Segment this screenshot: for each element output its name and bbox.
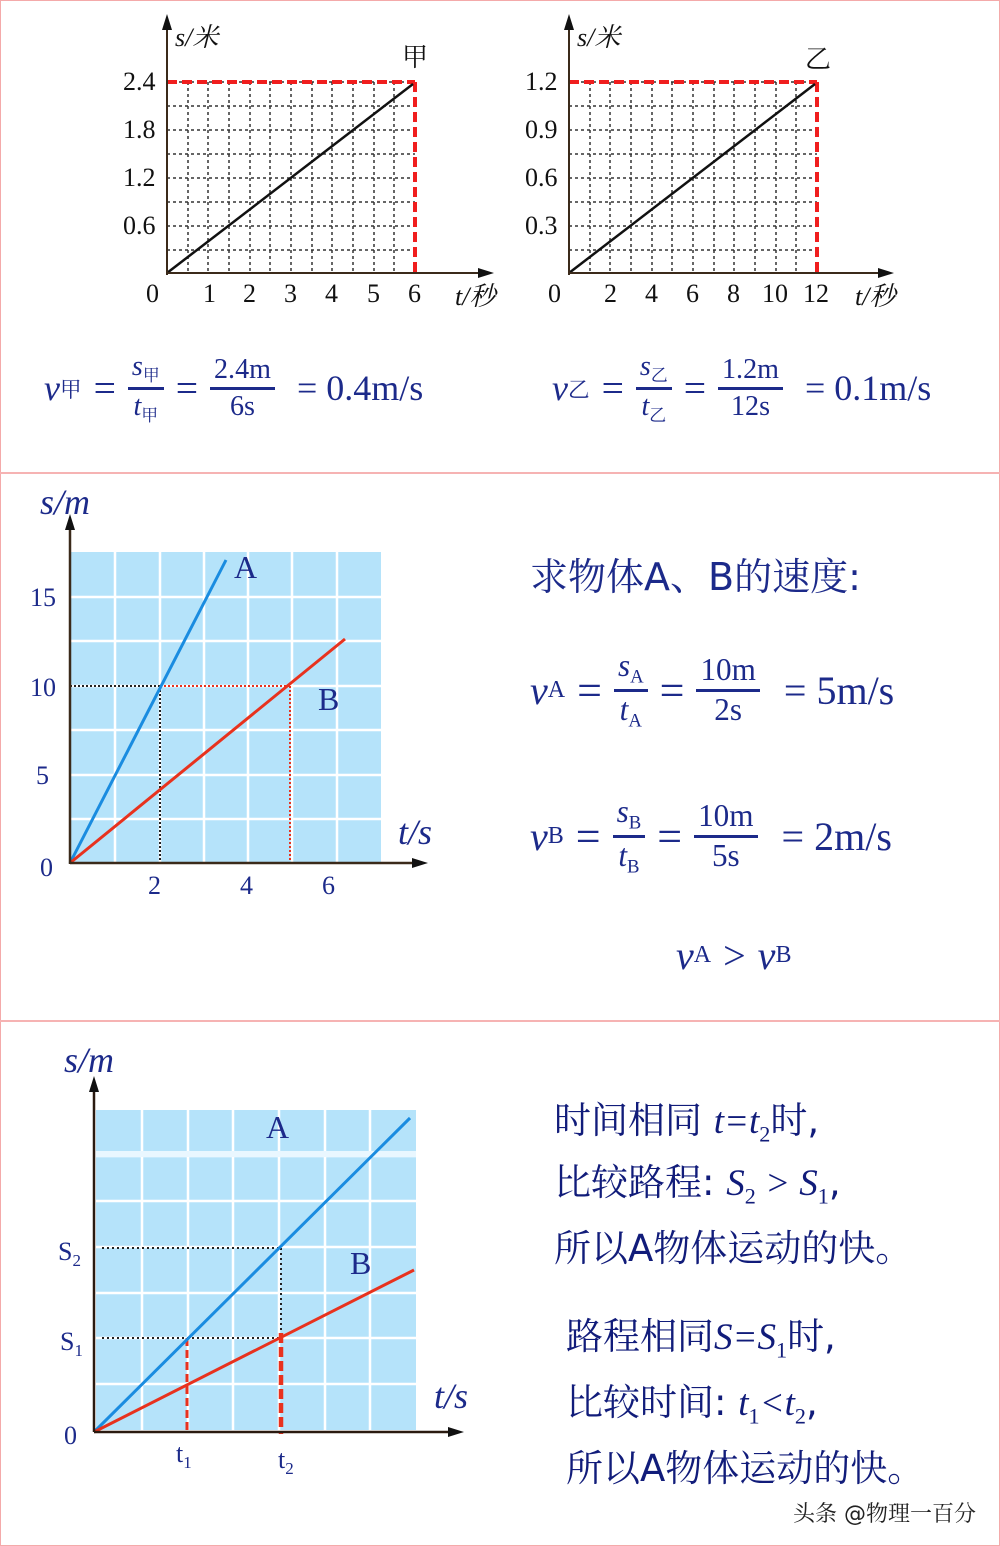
- jia-ytick-3: 1.8: [123, 115, 156, 144]
- ab-ytick-0: 0: [40, 853, 53, 882]
- compare-distance-line: 比较路程: $S_2 > S_1$,: [554, 1161, 841, 1209]
- t-subscript: 乙: [649, 404, 667, 425]
- equals: =: [93, 366, 116, 411]
- t-subscript: A: [628, 710, 642, 732]
- panel-jia-yi: [0, 0, 1000, 474]
- t2-label: $t_2$: [278, 1445, 294, 1478]
- s-symbol: s: [616, 794, 629, 829]
- ab-xtick-2: 2: [148, 871, 161, 900]
- s-symbol: s: [617, 648, 631, 683]
- ab-ytick-15: 15: [30, 583, 56, 612]
- watermark: 头条 @物理一百分: [793, 1502, 976, 1527]
- chart-ab: [0, 474, 480, 914]
- vb-symbol: v: [757, 933, 776, 978]
- yi-xtick-2: 4: [645, 279, 658, 308]
- fraction-numeric: [718, 355, 783, 421]
- ab-ytick-5: 5: [36, 761, 49, 790]
- t-subscript: B: [627, 856, 640, 878]
- v-subscript: A: [547, 677, 566, 704]
- result: = 5m/s: [783, 668, 895, 714]
- result: = 0.4m/s: [296, 368, 424, 409]
- fraction-symbolic: [636, 352, 672, 424]
- jia-ytick-2: 1.2: [123, 163, 156, 192]
- ab-label-b: B: [318, 681, 340, 717]
- v-subscript: 甲: [59, 377, 82, 403]
- denominator: 12s: [730, 390, 770, 422]
- s-symbol: s: [131, 351, 143, 382]
- t-symbol: t: [641, 390, 650, 422]
- jia-ytick-1: 0.6: [123, 211, 156, 240]
- conclusion-line-1: 所以A物体运动的快。: [554, 1227, 913, 1270]
- chart-yi: [400, 0, 920, 330]
- v-symbol: v: [552, 368, 568, 409]
- jia-xtick-0: 0: [146, 279, 159, 308]
- s1-label: $S_1$: [60, 1327, 83, 1360]
- yi-xtick-5: 10: [762, 279, 788, 308]
- s-subscript: B: [628, 812, 642, 834]
- yi-xtick-3: 6: [686, 279, 699, 308]
- v-subscript: B: [547, 823, 564, 850]
- numerator: 10m: [694, 800, 757, 838]
- compare-va-vb: [676, 932, 791, 979]
- denominator: 6s: [230, 390, 255, 422]
- jia-ytick-4: 2.4: [123, 67, 156, 96]
- jia-xtick-2: 2: [243, 279, 256, 308]
- s2-label: $S_2$: [58, 1237, 81, 1270]
- jia-xtick-5: 5: [367, 279, 380, 308]
- t-symbol: t: [133, 390, 142, 422]
- compare-time-line: 比较时间: $t_1<t_2$,: [566, 1381, 818, 1429]
- equals: =: [577, 666, 602, 716]
- equals: =: [601, 366, 624, 411]
- yi-ylabel: s/米: [577, 23, 621, 52]
- va-subscript: A: [693, 942, 712, 968]
- formula-yi: [552, 352, 931, 424]
- equals: =: [683, 366, 707, 411]
- ab-xtick-4: 4: [240, 871, 253, 900]
- yi-ytick-4: 1.2: [525, 67, 558, 96]
- v-symbol: v: [530, 814, 548, 860]
- s-symbol: s: [639, 351, 651, 382]
- speed-question-title: 求物体A、B的速度:: [530, 555, 861, 599]
- denominator: 2s: [714, 692, 743, 728]
- panel-speed-ab: [0, 474, 1000, 1022]
- greater-than: >: [723, 933, 746, 978]
- yi-xtick-1: 2: [604, 279, 617, 308]
- numerator: 1.2m: [718, 355, 783, 389]
- jia-xlabel: t/秒: [455, 282, 496, 311]
- numerator: 2.4m: [210, 355, 275, 389]
- t-subscript: 甲: [141, 404, 159, 425]
- jia-xtick-6: 6: [408, 279, 421, 308]
- s-subscript: 甲: [142, 364, 160, 385]
- numerator: 10m: [696, 654, 759, 692]
- va-symbol: v: [676, 933, 694, 978]
- s-subscript: 乙: [650, 364, 668, 385]
- vb-subscript: B: [775, 942, 792, 968]
- jia-xtick-3: 3: [284, 279, 297, 308]
- result: = 2m/s: [781, 814, 892, 860]
- ab-ytick-10: 10: [30, 673, 56, 702]
- result: = 0.1m/s: [804, 368, 932, 409]
- formula-vb: [530, 796, 892, 877]
- v-symbol: v: [530, 668, 548, 714]
- same-time-line: 时间相同 $t=t_2$时,: [554, 1099, 820, 1147]
- denominator: 5s: [711, 838, 740, 874]
- jia-ylabel: s/米: [175, 23, 219, 52]
- t1-label: $t_1$: [176, 1439, 192, 1472]
- formula-va: [530, 650, 894, 731]
- v-subscript: 乙: [567, 377, 590, 403]
- yi-ytick-1: 0.3: [525, 211, 558, 240]
- equals: =: [657, 812, 683, 862]
- yi-xtick-0: 0: [548, 279, 561, 308]
- fraction-symbolic: [128, 352, 164, 424]
- panel-compare: [0, 1022, 1000, 1546]
- chart-compare: [0, 1022, 500, 1492]
- yi-xtick-4: 8: [727, 279, 740, 308]
- t-symbol: t: [619, 692, 629, 728]
- fraction-numeric: [696, 654, 759, 727]
- cmp-origin: 0: [64, 1421, 77, 1450]
- fraction-numeric: [694, 800, 757, 873]
- fraction-symbolic: [613, 796, 646, 877]
- t-symbol: t: [618, 838, 628, 874]
- ab-label-a: A: [234, 549, 258, 585]
- ab-xtick-6: 6: [322, 871, 335, 900]
- jia-xtick-4: 4: [325, 279, 338, 308]
- conclusion-line-2: 所以A物体运动的快。: [566, 1447, 925, 1490]
- cmp-label-a: A: [266, 1109, 290, 1145]
- cmp-label-b: B: [350, 1245, 372, 1281]
- cmp-ylabel: s/m: [64, 1040, 115, 1080]
- yi-ytick-3: 0.9: [525, 115, 558, 144]
- jia-line-label: 甲: [402, 43, 429, 72]
- same-distance-line: 路程相同$S=S_1$时,: [566, 1315, 836, 1363]
- equals: =: [575, 812, 601, 862]
- fraction-numeric: [210, 355, 275, 421]
- yi-xlabel: t/秒: [855, 282, 896, 311]
- cmp-xlabel: t/s: [434, 1376, 469, 1416]
- equals: =: [175, 366, 199, 411]
- ab-ylabel: s/m: [40, 482, 91, 522]
- yi-xtick-6: 12: [803, 279, 829, 308]
- fraction-symbolic: [614, 650, 648, 731]
- v-symbol: v: [44, 368, 60, 409]
- yi-line-label: 乙: [805, 45, 832, 74]
- formula-jia: [44, 352, 423, 424]
- ab-xlabel: t/s: [398, 812, 433, 852]
- jia-xtick-1: 1: [203, 279, 216, 308]
- s-subscript: A: [630, 666, 644, 688]
- yi-ytick-2: 0.6: [525, 163, 558, 192]
- equals: =: [659, 666, 685, 716]
